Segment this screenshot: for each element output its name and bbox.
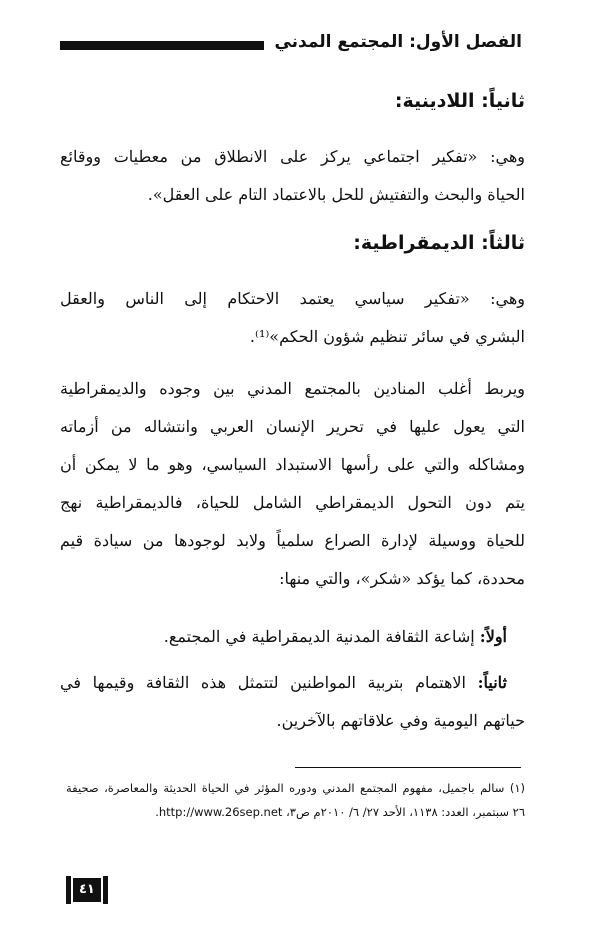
- text-line: محددة، كما يؤكد «شكر»، والتي منها:: [279, 569, 525, 588]
- list-item-line: [60, 664, 525, 702]
- paragraph-civil-society: [60, 370, 525, 598]
- list-item-text: إشاعة الثقافة المدنية الديمقراطية في المجتمع.: [163, 627, 480, 646]
- text-line: التي يعول عليها في تحرير الإنسان العربي وانتشاله من أزماته: [60, 417, 525, 436]
- section-heading-democracy: ثالثاً: الديمقراطية:: [353, 232, 525, 254]
- list-item-first: [60, 618, 507, 656]
- list-item-text: حياتهم اليومية وفي علاقاتهم بالآخرين.: [276, 711, 525, 730]
- header-rule: [60, 41, 264, 50]
- list-item-second: [60, 664, 525, 740]
- page-number: [64, 876, 110, 904]
- chapter-title: الفصل الأول: المجتمع المدني: [274, 32, 522, 52]
- footnote-line: ٢٦ سبتمبر، العدد: ١١٣٨، الأحد ٢٧/ ٦/ ٢٠١٠م ص٣، http://www.26sep.net.: [155, 805, 525, 819]
- page-number-bar: [103, 876, 108, 904]
- text-line: وهي: «تفكير اجتماعي يركز على الانطلاق من معطيات ووقائع: [60, 147, 525, 166]
- text-line: وهي: «تفكير سياسي يعتمد الاحتكام إلى الناس والعقل: [60, 289, 525, 308]
- list-item-label: ثانياً:: [477, 673, 507, 692]
- list-item-line: [60, 618, 507, 656]
- page-number-label: ٤١: [73, 878, 101, 902]
- text-line: ويربط أغلب المنادين بالمجتمع المدني بين وجوده والديمقراطية: [60, 379, 525, 398]
- text-line: يتم دون التحول الديمقراطي الشامل للحياة، فالديمقراطية نهج: [60, 493, 525, 512]
- footnote-separator: [295, 767, 521, 768]
- list-item-label: أولاً:: [479, 627, 507, 646]
- text-line: للحياة ووسيلة لإدارة الصراع سلمياً ولابد لوجودها من سيادة قيم: [60, 531, 525, 550]
- page-number-bar: [66, 876, 71, 904]
- text-line: البشري في سائر تنظيم شؤون الحكم»⁽¹⁾.: [249, 327, 525, 346]
- section-heading-secularism: ثانياً: اللادينية:: [394, 90, 525, 112]
- text-line: الحياة والبحث والتفتيش للحل بالاعتماد التام على العقل».: [147, 185, 525, 204]
- paragraph-democracy: [60, 280, 525, 356]
- footnote-line: (١) سالم باجميل، مفهوم المجتمع المدني ودوره المؤثر في الحياة الحديثة والمعاصرة، صحيفة: [66, 781, 525, 795]
- paragraph-secularism: [60, 138, 525, 214]
- footnote: [66, 776, 525, 824]
- list-item-text: الاهتمام بتربية المواطنين لتتمثل هذه الثقافة وقيمها في: [60, 673, 478, 692]
- running-header: [60, 22, 522, 62]
- text-line: ومشاكله والتي على رأسها الاستبداد السياسي، وهو ما لا يمكن أن: [60, 455, 525, 474]
